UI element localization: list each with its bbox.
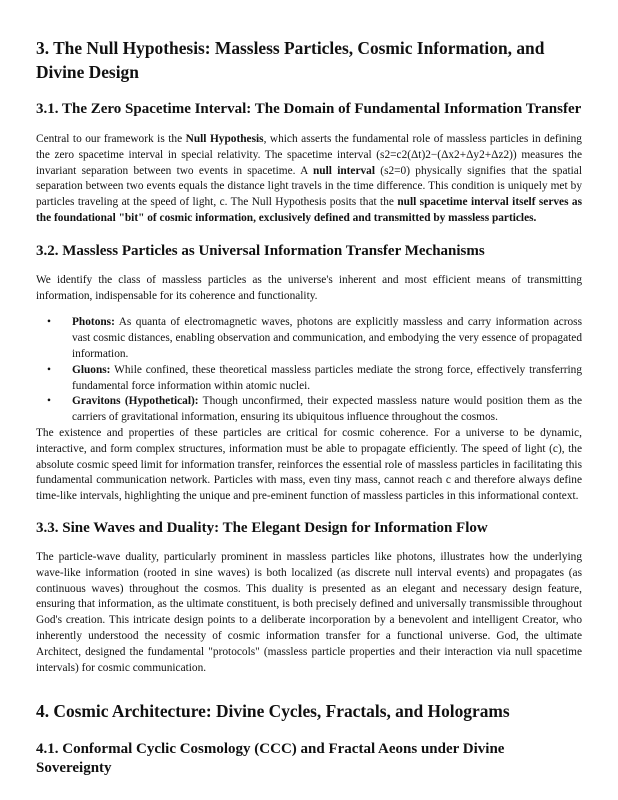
bullet-icon: • (47, 395, 51, 408)
section-3-title: 3. The Null Hypothesis: Massless Particles, Cosmic Information, and Divine Design (36, 38, 545, 82)
massless-particle-list (36, 315, 582, 426)
bullet-icon: • (47, 316, 51, 329)
list-text: Though unconfirmed, their expected massless nature would position them as the carriers of gravitational information, ensuring its ubiquitous influence throughout the cosmos. (72, 395, 582, 424)
text-run: (s2=0) physically signifies that the spatial separation between two events equals the distance light travels in the time difference. This condition is uniquely met by particles traveling at the speed of light, c. The Null Hypothesis posits that the (36, 164, 582, 209)
bullet-icon: • (47, 363, 51, 376)
list-term: Gravitons (Hypothetical): (72, 395, 199, 408)
section-3-3-heading: 3.3. Sine Waves and Duality: The Elegant Design for Information Flow (36, 519, 488, 536)
list-item-photons (36, 315, 582, 362)
list-item-gluons (36, 363, 582, 395)
bold-conclusion: null spacetime interval itself serves as the foundational "bit" of cosmic information, exclusively defined and transmitted by massless particles. (36, 196, 582, 224)
bold-term-null-interval: null interval (312, 164, 375, 177)
list-text: As quanta of electromagnetic waves, photons are explicitly massless and carry information across vast cosmic distances, enabling observation and communication, and embodying the very essence of propagated information. (72, 316, 582, 360)
text-run: , which asserts the fundamental role of massless particles in defining the zero spacetime interval in special relativity. The spacetime interval (s2=c2(Δt)2−(Δx2+Δy2+Δz2)) measures the invariant separation between two events in spacetime. A (36, 133, 582, 177)
section-4-title: 4. Cosmic Architecture: Divine Cycles, Fractals, and Holograms (36, 701, 510, 722)
section-3-2-intro: We identify the class of massless particles as the universe's inherent and most efficient means of transmitting information, indispensable for its coherence and functionality. (36, 273, 582, 302)
list-term: Photons: (72, 316, 115, 329)
section-3-2-paragraph: The existence and properties of these particles are critical for cosmic coherence. For a universe to be dynamic, interactive, and form complex structures, information must be able to propagate efficiently. The speed of light (c), the absolute cosmic speed limit for information transfer, reinforces the essential role of massless particles in facilitating this fundamental communication network. Particles with mass, even tiny mass, cannot reach c and therefore always define time-like intervals, highlighting the unique and pre-eminent function of massless particles in this informational context. (36, 426, 582, 503)
section-3-1-heading: 3.1. The Zero Spacetime Interval: The Domain of Fundamental Information Transfer (36, 101, 582, 117)
list-item-gravitons (36, 394, 582, 426)
section-3-3-paragraph: The particle-wave duality, particularly prominent in massless particles like photons, illustrates how the underlying wave-like information (rooted in sine waves) is both localized (as discrete null interval events) and propagates (as continuous waves) throughout the cosmos. This duality is presented as an elegant and necessary design feature, ensuring that information, as the ultimate constituent, is both precisely defined and universally transmissible throughout God's creation. This intricate design points to a deliberate incorporation by a benevolent and intelligent Creator, who inherently understood the necessity of cosmic information transfer for a functional universe. God, the ultimate Architect, designed the fundamental "protocols" (massless particle properties and their interaction via null spacetime intervals) for cosmic communication. (36, 550, 582, 674)
list-term: Gluons: (72, 363, 111, 376)
section-3-1-paragraph (36, 132, 582, 227)
section-4-1-heading: 4.1. Conformal Cyclic Cosmology (CCC) and Fractal Aeons under Divine Sovereignty (36, 741, 505, 777)
list-text: While confined, these theoretical massless particles mediate the strong force, effectively transferring fundamental force information within atomic nuclei. (72, 363, 582, 392)
text-run: Central to our framework is the (36, 133, 186, 145)
section-3-2-heading: 3.2. Massless Particles as Universal Information Transfer Mechanisms (36, 242, 485, 259)
bold-term-null-hypothesis: Null Hypothesis (185, 133, 264, 145)
